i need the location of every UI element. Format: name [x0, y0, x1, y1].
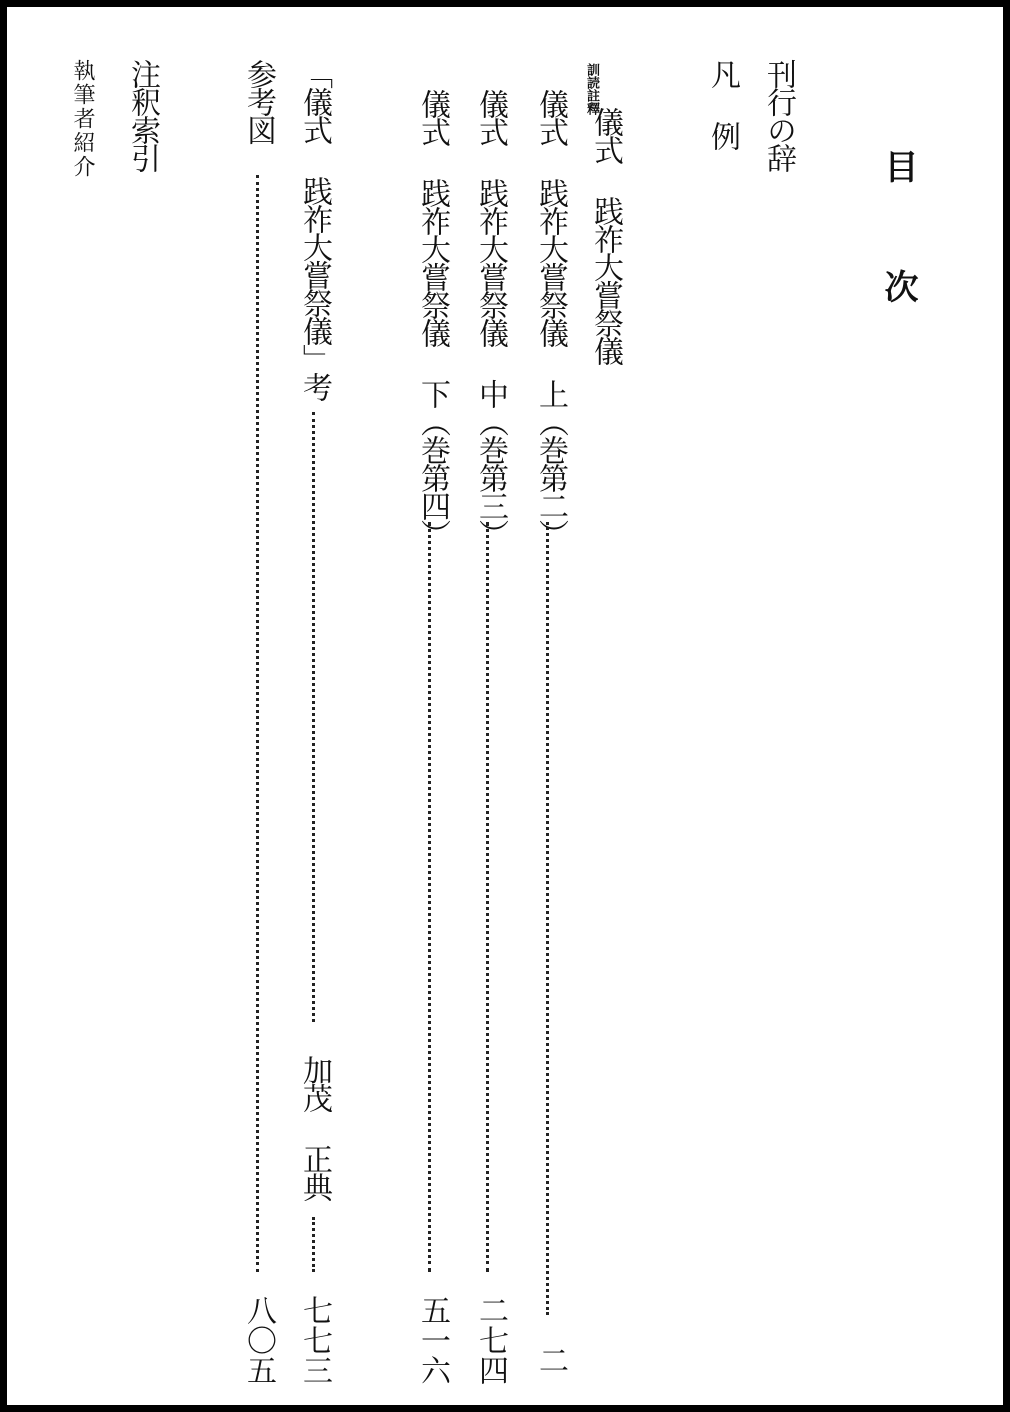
toc-entry-preface[interactable]: 刊行の辞: [761, 59, 796, 171]
section-heading[interactable]: 儀式 践祚大嘗祭儀: [588, 107, 623, 364]
toc-entry-notes[interactable]: 凡例: [705, 59, 740, 183]
toc-entry-essay[interactable]: 「儀式 践祚大嘗祭儀」考: [297, 59, 332, 400]
page-number: 二七四: [473, 1295, 508, 1385]
toc-entry-contributors[interactable]: 執筆者紹介: [70, 59, 95, 179]
page-number: 五一六: [415, 1295, 450, 1385]
toc-entry-index[interactable]: 注釈索引: [125, 59, 160, 171]
leader-dots: [256, 175, 259, 1272]
toc-entry-vol1[interactable]: 儀式 践祚大嘗祭儀 上（巻第二）: [533, 89, 568, 547]
leader-dots: [428, 522, 431, 1272]
page-title: 目次: [878, 149, 918, 389]
toc-entry-figures[interactable]: 参考図: [241, 59, 276, 143]
toc-entry-vol3[interactable]: 儀式 践祚大嘗祭儀 下（巻第四）: [415, 89, 450, 547]
contents-page: [7, 7, 1003, 1405]
toc-entry-vol2[interactable]: 儀式 践祚大嘗祭儀 中（巻第三）: [473, 89, 508, 547]
leader-dots: [312, 1217, 315, 1272]
section-prefix: 訓読註釋: [584, 63, 599, 115]
leader-dots: [312, 412, 315, 1022]
leader-dots: [486, 522, 489, 1272]
page-number: 七七三: [297, 1295, 332, 1385]
essay-author: 加茂 正典: [297, 1055, 332, 1200]
leader-dots: [546, 522, 549, 1315]
page-number: 八〇五: [241, 1295, 276, 1385]
page-number: 二: [533, 1345, 568, 1375]
